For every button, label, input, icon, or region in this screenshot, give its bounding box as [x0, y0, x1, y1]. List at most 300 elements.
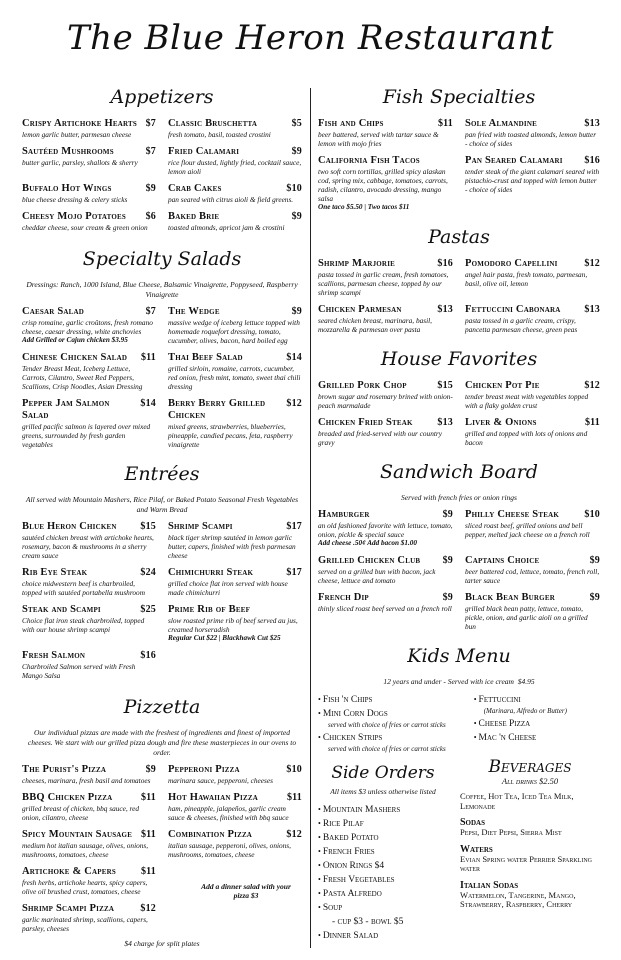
menu-item-name: Buffalo Hot Wings — [22, 183, 112, 194]
menu-item-price: $7 — [145, 306, 156, 317]
menu-item — [22, 146, 156, 176]
menu-item-price: $13 — [584, 304, 600, 315]
menu-item-name: Rib Eye Steak — [22, 567, 88, 578]
side-item: • Fresh Vegetables — [318, 873, 448, 887]
menu-item-name-row — [318, 592, 453, 604]
menu-item — [168, 352, 302, 391]
beverages-note: All drinks $2.50 — [501, 775, 559, 786]
menu-item-description: angel hair pasta, fresh tomato, parmesan, basil, olive oil, lemon — [465, 270, 588, 288]
menu-item-description: beer battered, served with tartar sauce & lemon with mojo fries — [318, 130, 439, 148]
kids-item: • Fish 'n Chips — [318, 693, 464, 707]
menu-item-description: choice midwestern beef is charbroiled, topped with sautéed portabella mushroom — [22, 579, 145, 597]
menu-item-name-row — [22, 903, 156, 915]
entrees-grid — [22, 521, 302, 680]
menu-item-name: Sole Almandine — [465, 118, 537, 129]
menu-item-name: Shrimp Scampi Pizza — [22, 903, 115, 914]
menu-item-name: Spicy Mountain Sausage — [22, 829, 133, 840]
menu-item-name-row — [168, 792, 302, 804]
menu-item-name-row — [22, 866, 156, 878]
menu-item-description: tender breast meat with vegetables topped with a flaky golden crust — [465, 392, 589, 410]
menu-item-price: $13 — [437, 304, 453, 315]
menu-item — [168, 604, 302, 643]
sandwich-grid — [318, 509, 600, 631]
menu-item-name-row — [168, 306, 302, 318]
menu-item-name-row — [318, 118, 453, 130]
menu-item-name: Shrimp Marjorie — [318, 258, 395, 269]
menu-item-price: $9 — [442, 509, 453, 520]
menu-item-description: Tender Breast Meat, Iceberg Lettuce, Carrots, Cilantro, Sweet Red Peppers, Scallions, Crisp Noodles, Asian Dressing — [22, 364, 143, 391]
sides-beverages-row — [318, 757, 600, 943]
side-item: • French Fries — [318, 845, 448, 859]
menu-item-name-row — [465, 155, 600, 167]
menu-item-description: massive wedge of iceberg lettuce topped with homemade roquefort dressing, tomato, cucumber, olives, bacon, hard boiled egg — [168, 318, 300, 345]
menu-item-name: Hamburger — [318, 509, 370, 520]
menu-item-price: $13 — [584, 118, 600, 129]
menu-item — [22, 183, 156, 204]
menu-item-price: $17 — [286, 521, 302, 532]
menu-item-name-row — [318, 555, 453, 567]
menu-item-description: an old fashioned favorite with lettuce, tomato, onion, pickle & special sauce — [318, 521, 453, 539]
menu-item-description: mixed greens, strawberries, blueberries, pineapple, candied pecans, feta, raspberry vinaigrette — [168, 422, 293, 449]
menu-item-name-row — [318, 258, 453, 270]
menu-item — [318, 258, 453, 297]
kids-item: • Chicken Strips — [318, 731, 464, 745]
beverages-block — [460, 757, 600, 943]
menu-item-price: $10 — [286, 764, 302, 775]
menu-item-name: Black Bean Burger — [465, 592, 555, 603]
menu-item-name: Berry Berry Grilled Chicken — [168, 398, 266, 421]
menu-item-description: crisp romaine, garlic croûtons, fresh romano cheese, caesar dressing, white anchovies — [22, 318, 153, 336]
menu-item-name: Captains Choice — [465, 555, 540, 566]
menu-item-name-row — [168, 398, 302, 422]
kids-item-note: served with choice of fries or carrot sticks — [328, 745, 446, 753]
menu-item-name: Chimichurri Steak — [168, 567, 254, 578]
menu-item-name: Baked Brie — [168, 211, 220, 222]
menu-item — [318, 417, 453, 447]
menu-item-extra: Regular Cut $22 | Blackhawk Cut $25 — [168, 634, 281, 642]
menu-item-name: Liver & Onions — [465, 417, 537, 428]
menu-item-price: $11 — [437, 118, 453, 129]
menu-item-name: The Wedge — [168, 306, 220, 317]
menu-item-price: $12 — [286, 398, 302, 409]
kids-item: • Cheese Pizza — [474, 717, 600, 731]
section-entrees-heading: Entrées — [22, 463, 302, 485]
beverage-group-items: Coffee, Hot Tea, Iced Tea Milk, Lemonade — [460, 791, 574, 811]
menu-item-description: marinara sauce, pepperoni, cheeses — [168, 776, 273, 785]
kids-list — [318, 693, 600, 755]
menu-item-name: Caesar Salad — [22, 306, 85, 317]
menu-item-description: cheddar cheese, sour cream & green onion — [22, 223, 148, 232]
kids-item: • Mac 'n Cheese — [474, 731, 600, 745]
menu-item-price: $12 — [584, 258, 600, 269]
pizzetta-grid — [22, 764, 302, 933]
menu-item — [22, 118, 156, 139]
menu-item-name-row — [465, 592, 600, 604]
menu-item-description: grilled black bean patty, lettuce, tomato, pickle, onion, and garlic aioli on a grilled bun — [465, 604, 588, 631]
menu-item-description: grilled breast of chicken, bbq sauce, red onion, cilantro, cheese — [22, 804, 139, 822]
menu-item-price: $9 — [291, 211, 302, 222]
menu-item-name-row — [22, 764, 156, 776]
menu-item — [168, 306, 302, 345]
menu-item-description: rice flour dusted, lightly fried, cocktail sauce, lemon aioli — [168, 158, 302, 176]
menu-item — [22, 521, 156, 560]
menu-item-price: $9 — [291, 306, 302, 317]
section-pastas-heading: Pastas — [318, 226, 600, 248]
beverage-group-items: Evian Spring water Perrier Sparkling water — [460, 853, 592, 873]
menu-item-description: fresh herbs, artichoke hearts, spicy capers, olive oil brushed crust, tomatoes, cheese — [22, 878, 148, 896]
menu-item-name: Hot Hawaiian Pizza — [168, 792, 258, 803]
menu-item-name-row — [168, 604, 302, 616]
menu-item-price: $11 — [140, 352, 156, 363]
menu-item-price: $7 — [145, 146, 156, 157]
menu-item-description: medium hot italian sausage, olives, onions, mushrooms, tomatoes, cheese — [22, 841, 149, 859]
split-plate-note: $4 charge for split plates — [124, 939, 200, 948]
menu-item-description: pan fried with toasted almonds, lemon butter - choice of sides — [465, 130, 597, 148]
beverage-group-title: Italian Sodas — [460, 879, 519, 891]
section-house-heading: House Favorites — [318, 348, 600, 370]
section-appetizers-heading: Appetizers — [22, 86, 302, 108]
menu-item-name-row — [22, 398, 156, 422]
menu-item-description: pan seared with citrus aioli & field greens. — [168, 195, 294, 204]
menu-item-name-row — [465, 555, 600, 567]
kids-price: $4.95 — [517, 677, 535, 686]
menu-item — [168, 183, 302, 204]
menu-item-name-row — [22, 352, 156, 364]
menu-item-name-row — [22, 183, 156, 195]
menu-item-name-row — [465, 258, 600, 270]
menu-item-name: Chicken Parmesan — [318, 304, 402, 315]
menu-item-name: Pepperoni Pizza — [168, 764, 240, 775]
menu-item-name: Pomodoro Capellini — [465, 258, 558, 269]
menu-item-description: italian sausage, pepperoni, olives, onions, mushrooms, tomatoes, cheese — [168, 841, 291, 859]
menu-item — [22, 398, 156, 449]
menu-item-description: tender steak of the giant calamari seared with pistachio-crust and topped with lemon butter - choice of sides — [465, 167, 600, 194]
sides-list — [318, 803, 448, 943]
section-sandwich-heading: Sandwich Board — [318, 461, 600, 483]
menu-item-name-row — [22, 829, 156, 841]
menu-item-name-row — [168, 521, 302, 533]
section-salads-heading: Specialty Salads — [22, 248, 302, 270]
menu-item-price: $9 — [442, 592, 453, 603]
menu-item-description: grilled pacific salmon is layered over mixed greens, surrounded by fresh garden vegetables — [22, 422, 151, 449]
menu-item — [318, 304, 453, 334]
menu-item — [465, 380, 600, 410]
menu-item-description: seared chicken breast, marinara, basil, mozzarella & parmesan over pasta — [318, 316, 432, 334]
menu-item — [22, 829, 156, 859]
menu-item-description: sliced roast beef, grilled onions and bell pepper, melted jack cheese on a french roll — [465, 521, 590, 539]
menu-item — [22, 211, 156, 232]
menu-item-description: toasted almonds, apricot jam & crostini — [168, 223, 285, 232]
section-pizzetta-heading: Pizzetta — [22, 696, 302, 718]
menu-item-description: fresh tomato, basil, toasted crostini — [168, 130, 271, 139]
side-item: • Dinner Salad — [318, 929, 448, 943]
menu-item-description: grilled and topped with lots of onions and bacon — [465, 429, 588, 447]
menu-item-price: $9 — [291, 146, 302, 157]
menu-item — [318, 509, 453, 548]
menu-item-price: $9 — [442, 555, 453, 566]
menu-item-name-row — [168, 764, 302, 776]
menu-item-name: Chinese Chicken Salad — [22, 352, 128, 363]
menu-item-description: grilled sirloin, romaine, carrots, cucumber, red onion, fresh mint, tomato, sweet thai chili dressing — [168, 364, 301, 391]
menu-item-name-row — [318, 509, 453, 521]
menu-item-description: ham, pineapple, jalapeños, garlic cream sauce & cheeses, finished with bbq sauce — [168, 804, 289, 822]
salads-grid — [22, 306, 302, 449]
menu-item-price: $9 — [145, 764, 156, 775]
beverage-group-items: Pepsi, Diet Pepsi, Sierra Mist — [460, 827, 562, 837]
menu-item-description: pasta tossed in a garlic cream, crispy, pancetta parmesan cheese, green peas — [465, 316, 578, 334]
menu-item-price: $11 — [140, 829, 156, 840]
section-beverages-heading: Beverages — [460, 763, 600, 773]
menu-item-name-row — [168, 183, 302, 195]
menu-item-name: Crab Cakes — [168, 183, 222, 194]
menu-item-name: Grilled Pork Chop — [318, 380, 407, 391]
menu-item — [22, 792, 156, 822]
menu-item-price: $12 — [286, 829, 302, 840]
menu-item-price: $25 — [140, 604, 156, 615]
menu-item-name: Artichoke & Capers — [22, 866, 116, 877]
menu-item-price: $16 — [140, 650, 156, 661]
menu-item-price: $9 — [589, 592, 600, 603]
menu-item-name-row — [22, 118, 156, 130]
right-column — [318, 86, 600, 943]
menu-item — [168, 398, 302, 449]
menu-item — [318, 380, 453, 410]
menu-item-name: Grilled Chicken Club — [318, 555, 421, 566]
menu-item-name: The Purist's Pizza — [22, 764, 107, 775]
section-sides-heading: Side Orders — [318, 763, 448, 783]
menu-item-description: blue cheese dressing & celery sticks — [22, 195, 128, 204]
menu-item-name: Cheesy Mojo Potatoes — [22, 211, 126, 222]
menu-item-extra: Add Grilled or Cajun chicken $3.95 — [22, 336, 128, 344]
menu-item-name: Philly Cheese Steak — [465, 509, 559, 520]
sides-block — [318, 763, 448, 943]
menu-item-price: $10 — [286, 183, 302, 194]
restaurant-title: The Blue Heron Restaurant — [67, 18, 554, 58]
menu-item-price: $15 — [437, 380, 453, 391]
menu-item-name-row — [22, 306, 156, 318]
menu-item — [318, 155, 453, 212]
menu-item-description: thinly sliced roast beef served on a french roll — [318, 604, 452, 613]
menu-item-name-row — [168, 146, 302, 158]
menu-item — [465, 555, 600, 585]
fish-grid — [318, 118, 600, 212]
menu-item-name-row — [318, 417, 453, 429]
dinner-salad-note: Add a dinner salad with your pizza $3 — [201, 882, 291, 900]
menu-item — [168, 764, 302, 785]
appetizers-grid — [22, 118, 302, 232]
menu-item-description: garlic marinated shrimp, scallions, capers, parsley, cheeses — [22, 915, 148, 933]
menu-item-description: sautéed chicken breast with artichoke hearts, rosemary, bacon & mushrooms in a sherry cream sauce — [22, 533, 154, 560]
menu-item-description: cheeses, marinara, fresh basil and tomatoes — [22, 776, 151, 785]
menu-item-name: French Dip — [318, 592, 369, 603]
menu-item-price: $10 — [584, 509, 600, 520]
menu-item — [465, 155, 600, 212]
menu-item-name-row — [22, 604, 156, 616]
menu-item-price: $13 — [437, 417, 453, 428]
kids-note: 12 years and under - Served with ice cream $4.95 — [383, 677, 535, 686]
menu-item-price: $5 — [291, 118, 302, 129]
menu-item-name-row — [318, 155, 453, 167]
sandwich-note: Served with french fries or onion rings — [401, 493, 517, 502]
menu-item-name: Fresh Salmon — [22, 650, 86, 661]
menu-item — [465, 304, 600, 334]
menu-item-name: Prime Rib of Beef — [168, 604, 251, 615]
menu-item-price: $9 — [589, 555, 600, 566]
menu-item-price: $11 — [140, 866, 156, 877]
kids-item-note: (Marinara, Alfredo or Butter) — [483, 707, 567, 715]
menu-item-price: $16 — [437, 258, 453, 269]
menu-item-extra: Add cheese .50¢ Add bacon $1.00 — [318, 539, 417, 547]
menu-item-price: $11 — [584, 417, 600, 428]
menu-item-name-row — [465, 380, 600, 392]
beverage-groups — [460, 792, 600, 910]
menu-item-price: $6 — [145, 211, 156, 222]
menu-item-description: beer battered cod, lettuce, tomato, french roll, tarter sauce — [465, 567, 600, 585]
beverage-group-title: Sodas — [460, 817, 486, 828]
menu-item-name-row — [465, 118, 600, 130]
menu-item — [168, 829, 302, 859]
menu-item-name: Chicken Fried Steak — [318, 417, 413, 428]
pizzetta-note: Our individual pizzas are made with the freshest of ingredients and finest of imported cheeses. We start with our grilled pizza dough and fire these masterpieces in our ovens to order. — [27, 728, 297, 757]
menu-item-price: $11 — [286, 792, 302, 803]
menu-item-description: served on a grilled bun with bacon, jack cheese, lettuce and tomato — [318, 567, 436, 585]
kids-item-note: served with choice of fries or carrot sticks — [328, 721, 446, 729]
menu-item — [168, 567, 302, 597]
sides-note: All items $3 unless otherwise listed — [330, 787, 436, 796]
menu-item-description: breaded and fried-served with our country gravy — [318, 429, 442, 447]
menu-item — [168, 146, 302, 176]
menu-item — [168, 792, 302, 822]
menu-item — [465, 417, 600, 447]
side-item: • Baked Potato — [318, 831, 448, 845]
menu-item-name: Crispy Artichoke Hearts — [22, 118, 137, 129]
menu-item-description: black tiger shrimp sautéed in lemon garlic butter, capers, finished with fresh parmesan cheese — [168, 533, 296, 560]
menu-item-price: $12 — [140, 903, 156, 914]
menu-item-name-row — [22, 650, 156, 662]
side-item: • Rice Pilaf — [318, 817, 448, 831]
menu-item-description: brown sugar and rosemary brined with onion-peach marmalade — [318, 392, 453, 410]
menu-item — [465, 509, 600, 548]
menu-item-description: two soft corn tortillas, grilled spicy alaskan cod, spring mix, cabbage, tomatoes, carrots, radish, cilantro, avocado dressing, mango salsa — [318, 167, 448, 203]
menu-item-name-row — [22, 792, 156, 804]
menu-item — [465, 592, 600, 631]
menu-item-price: $9 — [145, 183, 156, 194]
menu-item-price: $11 — [140, 792, 156, 803]
menu-item-name-row — [22, 211, 156, 223]
beverage-group-items: Watermelon, Tangerine, Mango, Strawberry, Raspberry, Cherry — [460, 889, 576, 909]
menu-item — [318, 118, 453, 148]
menu-item-description: slow roasted prime rib of beef served au jus, creamed horseradish — [168, 616, 298, 634]
side-item: • Mountain Mashers — [318, 803, 448, 817]
section-kids-heading: Kids Menu — [318, 645, 600, 667]
menu-item-description: butter garlic, parsley, shallots & sherry — [22, 158, 138, 167]
menu-item — [22, 764, 156, 785]
side-item: • Onion Rings $4 — [318, 859, 448, 873]
menu-item-price: $16 — [584, 155, 600, 166]
menu-item-name-row — [168, 567, 302, 579]
pastas-grid — [318, 258, 600, 334]
menu-item — [22, 866, 156, 896]
menu-item-name-row — [465, 304, 600, 316]
house-grid — [318, 380, 600, 447]
menu-item-name: Blue Heron Chicken — [22, 521, 117, 532]
menu-item-price: $14 — [140, 398, 156, 409]
menu-item-name: Pepper Jam Salmon Salad — [22, 398, 110, 421]
menu-item-extra: One taco $5.50 | Two tacos $11 — [318, 203, 410, 211]
menu-item-name-row — [22, 567, 156, 579]
kids-left — [318, 693, 464, 755]
menu-item-price: $17 — [286, 567, 302, 578]
kids-item: • Fettuccini — [474, 693, 600, 707]
menu-item-name: Chicken Pot Pie — [465, 380, 540, 391]
menu-item-name: California Fish Tacos — [318, 155, 420, 166]
kids-item: • Mini Corn Dogs — [318, 707, 464, 721]
menu-item-name: Sautéed Mushrooms — [22, 146, 114, 157]
menu-item-name: Thai Beef Salad — [168, 352, 243, 363]
menu-item-name-row — [318, 380, 453, 392]
menu-item — [168, 118, 302, 139]
menu-item-description: Charbroiled Salmon served with Fresh Mango Salsa — [22, 662, 136, 680]
menu-item — [22, 604, 156, 643]
menu-item — [465, 118, 600, 148]
menu-item-name-row — [168, 211, 302, 223]
menu-item — [318, 555, 453, 585]
menu-item-name-row — [168, 118, 302, 130]
menu-item — [22, 650, 156, 680]
menu-item-name-row — [465, 509, 600, 521]
menu-item-price: $7 — [145, 118, 156, 129]
salads-note: Dressings: Ranch, 1000 Island, Blue Cheese, Balsamic Vinaigrette, Poppyseed, Raspberry Vinaigrette — [26, 280, 298, 299]
menu-item — [465, 258, 600, 297]
menu-item — [22, 903, 156, 933]
menu-item-description: grilled choice flat iron served with house made chimichurri — [168, 579, 288, 597]
menu-item-name: Steak and Scampi — [22, 604, 101, 615]
menu-item-name: Fettuccini Cabonara — [465, 304, 561, 315]
menu-item — [22, 352, 156, 391]
menu-item-name-row — [168, 352, 302, 364]
left-column — [22, 86, 302, 955]
menu-item — [168, 211, 302, 232]
menu-item-price: $15 — [140, 521, 156, 532]
menu-item-price: $24 — [140, 567, 156, 578]
menu-item-name: Pan Seared Calamari — [465, 155, 563, 166]
section-fish-heading: Fish Specialties — [318, 86, 600, 108]
menu-item-name-row — [318, 304, 453, 316]
menu-item-price: $12 — [584, 380, 600, 391]
menu-item-name: Fish and Chips — [318, 118, 384, 129]
column-divider — [310, 88, 311, 948]
side-item: - cup $3 - bowl $5 — [332, 917, 404, 927]
menu-item — [318, 592, 453, 631]
side-item: • Pasta Alfredo — [318, 887, 448, 901]
menu-item-name-row — [22, 521, 156, 533]
kids-right — [474, 693, 600, 755]
menu-item — [168, 521, 302, 560]
menu-item-name: Classic Bruschetta — [168, 118, 258, 129]
menu-item — [22, 567, 156, 597]
side-item: • Soup — [318, 901, 448, 915]
menu-item-description: pasta tossed in garlic cream, fresh tomatoes, scallions, parmesan cheese, topped by our shrimp scampi — [318, 270, 449, 297]
menu-item-price: $14 — [286, 352, 302, 363]
beverage-group-title: Waters — [460, 843, 493, 855]
menu-item-name: Shrimp Scampi — [168, 521, 233, 532]
menu-item-name-row — [168, 829, 302, 841]
menu-item-name: Combination Pizza — [168, 829, 253, 840]
menu-item — [22, 306, 156, 345]
menu-item-name: BBQ Chicken Pizza — [22, 792, 113, 803]
menu-item-name-row — [465, 417, 600, 429]
menu-item-name-row — [22, 146, 156, 158]
